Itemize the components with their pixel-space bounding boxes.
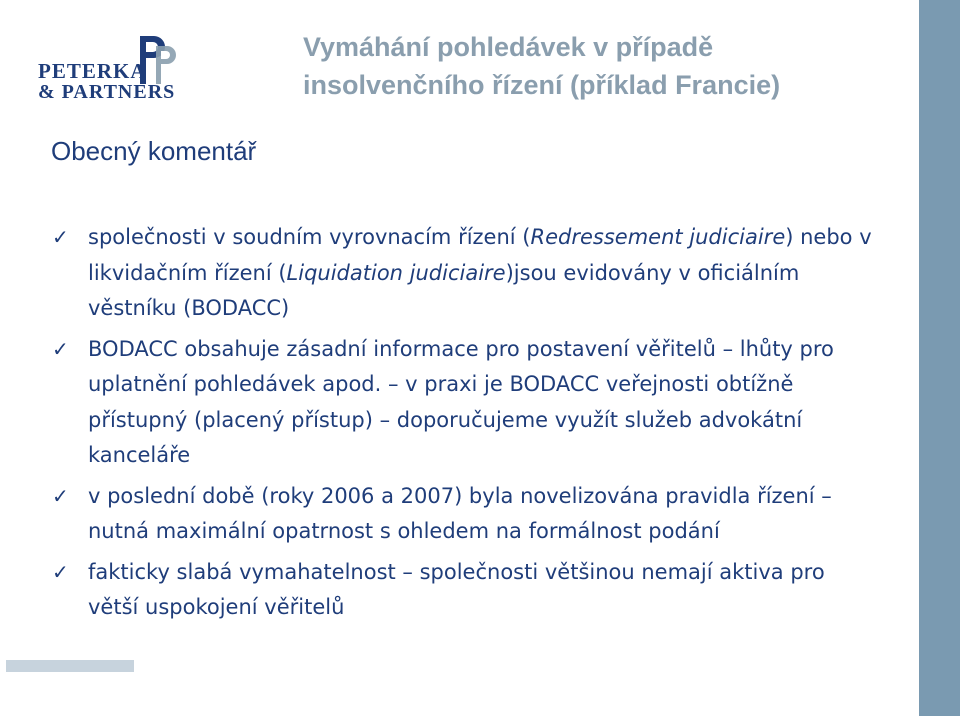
slide-title-line-1: Vymáhání pohledávek v případě <box>303 32 714 62</box>
logo-name-text: PETERKA <box>38 59 147 83</box>
bullet-segment-italic: Redressement judiciaire <box>530 225 786 249</box>
bullet-segment: ) nebo v likvidačním řízení ( <box>88 225 872 285</box>
checkmark-icon: ✓ <box>52 483 69 508</box>
checkmark-icon: ✓ <box>52 336 69 361</box>
bullet-item-1 <box>50 220 880 327</box>
bullet-text <box>88 225 872 320</box>
slide-title <box>303 28 903 104</box>
bullet-segment: společnosti v soudním vyrovnacím řízení ( <box>88 225 531 249</box>
checkmark-icon: ✓ <box>52 225 69 249</box>
bullet-item-4 <box>50 555 880 626</box>
bottom-decorative-strip <box>6 660 134 672</box>
bullet-text: fakticky slabá vymahatelnost – společnosti většinou nemají aktiva pro větší uspokojení věřitelů <box>88 559 825 619</box>
checkmark-icon: ✓ <box>52 559 69 584</box>
right-decorative-bar <box>919 0 960 716</box>
bullet-segment: )jsou evidovány v oficiálním věstníku (BODACC) <box>88 260 800 320</box>
bullet-item-2 <box>50 332 880 474</box>
bullet-text: BODACC obsahuje zásadní informace pro postavení věřitelů – lhůty pro uplatnění pohledávek apod. – v praxi je BODACC veřejnosti obtížně přístupný (placený přístup) – doporučujeme využít služeb advokátní kanceláře <box>88 336 834 467</box>
slide-title-line-2: insolvenčního řízení (příklad Francie) <box>303 70 781 100</box>
section-subtitle: Obecný komentář <box>51 136 257 166</box>
bullet-segment-italic: Liquidation judiciaire <box>286 260 506 285</box>
bullet-text: v poslední době (roky 2006 a 2007) byla novelizována pravidla řízení – nutná maximální opatrnost s ohledem na formálnost podání <box>88 483 832 543</box>
company-logo <box>38 34 278 106</box>
logo-partners-text: & PARTNERS <box>38 81 176 103</box>
bullet-item-3 <box>50 479 880 550</box>
bullet-list <box>50 220 880 631</box>
